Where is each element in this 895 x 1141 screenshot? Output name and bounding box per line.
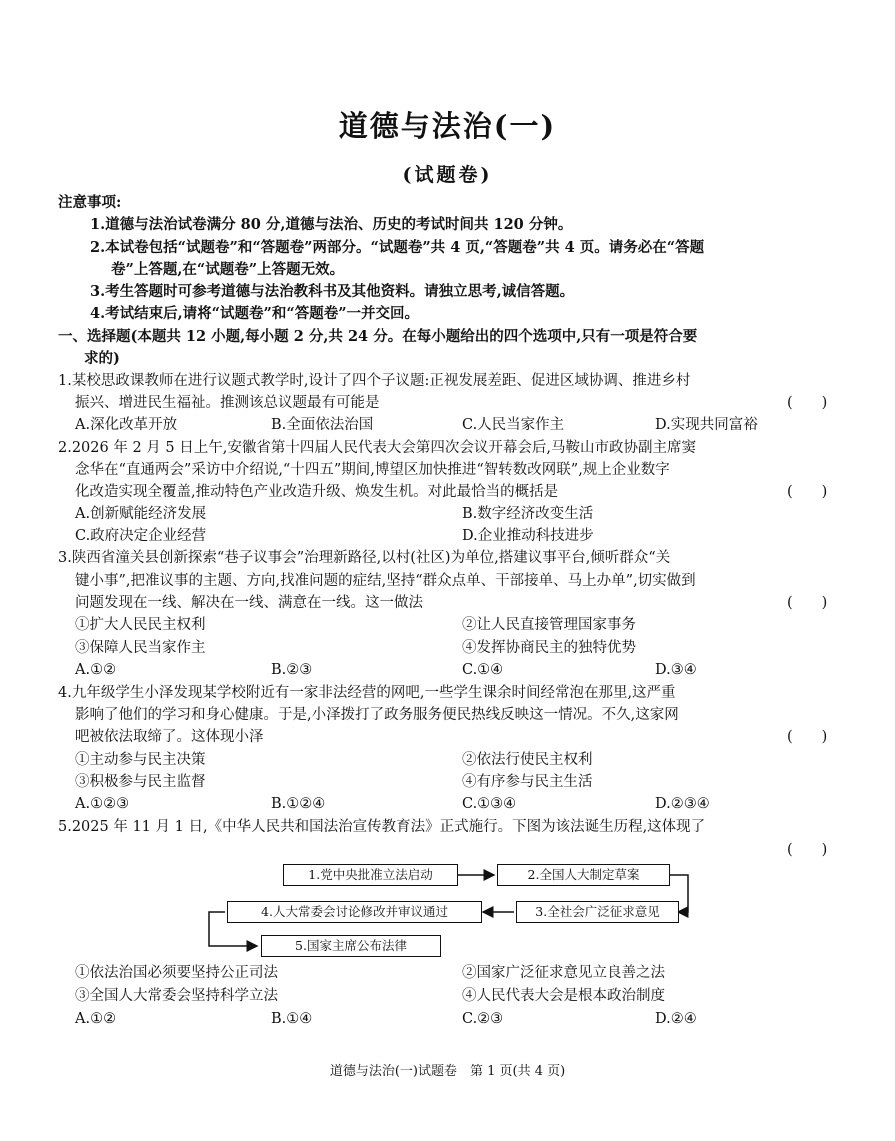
question-text: 吧被依法取缔了。这体现小泽 xyxy=(75,729,264,745)
question-text: 问题发现在一线、解决在一线、满意在一线。这一做法 xyxy=(75,595,423,611)
statement: ①依法治国必须要坚持公正司法 xyxy=(75,965,278,981)
statement: ①扩大人民民主权利 xyxy=(75,617,206,633)
question-text: 5.2025 年 11 月 1 日,《中华人民共和国法治宣传教育法》正式施行。下图为该法诞生历程,这体现了 xyxy=(58,819,706,835)
question-text: 2.2026 年 2 月 5 日上午,安徽省第十四届人民代表大会第四次会议开幕会后,马鞍山市政协副主席窦 xyxy=(58,440,696,456)
statement: ④有序参与民主生活 xyxy=(462,774,593,790)
option-c: C.①④ xyxy=(462,662,504,678)
question-text: 4.九年级学生小泽发现某学校附近有一家非法经营的网吧,一些学生课余时间经常泡在那里,这严重 xyxy=(58,685,676,701)
statement: ④人民代表大会是根本政治制度 xyxy=(462,988,665,1004)
question-text: 键小事”,把准议事的主题、方向,找准问题的症结,坚持“群众点单、干部接单、马上办单”,切实做到 xyxy=(75,573,696,589)
statement: ③积极参与民主监督 xyxy=(75,774,206,790)
flow-step-5: 5.国家主席公布法律 xyxy=(261,935,441,957)
answer-paren: ( ) xyxy=(787,595,828,611)
option-a: A.①② xyxy=(75,1011,117,1027)
option-a: A.①②③ xyxy=(75,796,130,812)
option-d: D.③④ xyxy=(655,662,697,678)
option-a: A.创新赋能经济发展 xyxy=(75,506,207,522)
answer-paren: ( ) xyxy=(787,484,828,500)
option-c: C.人民当家作主 xyxy=(462,417,565,433)
option-b: B.数字经济改变生活 xyxy=(462,506,594,522)
notice-item: 2.本试卷包括“试题卷”和“答题卷”两部分。“试题卷”共 4 页,“答题卷”共 4 页。请务必在“答题 xyxy=(90,239,705,256)
statement: ④发挥协商民主的独特优势 xyxy=(462,640,636,656)
option-b: B.全面依法治国 xyxy=(271,417,374,433)
statement: ②让人民直接管理国家事务 xyxy=(462,617,636,633)
flow-step-2: 2.全国人大制定草案 xyxy=(497,864,670,886)
option-d: D.②④ xyxy=(655,1011,697,1027)
flow-step-3: 3.全社会广泛征求意见 xyxy=(516,901,679,923)
question-text: 影响了他们的学习和身心健康。于是,小泽拨打了政务服务便民热线反映这一情况。不久,这家网 xyxy=(75,707,679,723)
answer-paren: ( ) xyxy=(787,729,828,745)
answer-paren: ( ) xyxy=(787,395,828,411)
statement: ①主动参与民主决策 xyxy=(75,752,206,768)
question-text: 振兴、增进民生福祉。推测该总议题最有可能是 xyxy=(75,395,380,411)
option-b: B.②③ xyxy=(271,662,313,678)
statement: ②依法行使民主权利 xyxy=(462,752,593,768)
option-b: B.①④ xyxy=(271,1011,313,1027)
notice-item: 4.考试结束后,请将“试题卷”和“答题卷”一并交回。 xyxy=(90,305,420,322)
option-b: B.①②④ xyxy=(271,796,326,812)
page-footer: 道德与法治(一)试题卷 第 1 页(共 4 页) xyxy=(329,1064,566,1079)
flow-step-1: 1.党中央批准立法启动 xyxy=(283,864,458,886)
option-d: D.企业推动科技进步 xyxy=(462,528,594,544)
option-c: C.①③④ xyxy=(462,796,517,812)
flow-step-4: 4.人大常委会讨论修改并审议通过 xyxy=(227,901,482,923)
option-c: C.②③ xyxy=(462,1011,504,1027)
page-subtitle: (试题卷) xyxy=(402,164,493,186)
answer-paren: ( ) xyxy=(787,842,828,858)
notice-item: 卷”上答题,在“试题卷”上答题无效。 xyxy=(111,261,345,278)
option-a: A.深化改革开放 xyxy=(75,417,178,433)
statement: ③全国人大常委会坚持科学立法 xyxy=(75,988,278,1004)
question-text: 3.陕西省潼关县创新探索“巷子议事会”治理新路径,以村(社区)为单位,搭建议事平台,倾听群众“关 xyxy=(58,550,671,566)
question-text: 化改造实现全覆盖,推动特色产业改造升级、焕发生机。对此最恰当的概括是 xyxy=(75,484,559,500)
option-a: A.①② xyxy=(75,662,117,678)
section-heading: 一、选择题(本题共 12 小题,每小题 2 分,共 24 分。在每小题给出的四个选项中,只有一项是符合要 xyxy=(58,328,698,345)
section-heading: 求的) xyxy=(84,350,120,367)
option-d: D.实现共同富裕 xyxy=(655,417,758,433)
page-title: 道德与法治(一) xyxy=(338,109,557,143)
question-text: 1.某校思政课教师在进行议题式教学时,设计了四个子议题:正视发展差距、促进区域协调、推进乡村 xyxy=(58,373,691,389)
question-text: 念华在“直通两会”采访中介绍说,“十四五”期间,博望区加快推进“智转数改网联”,规上企业数字 xyxy=(75,462,670,478)
statement: ③保障人民当家作主 xyxy=(75,640,206,656)
option-c: C.政府决定企业经营 xyxy=(75,528,207,544)
statement: ②国家广泛征求意见立良善之法 xyxy=(462,965,665,981)
notice-heading: 注意事项: xyxy=(58,194,122,211)
option-d: D.②③④ xyxy=(655,796,710,812)
notice-item: 1.道德与法治试卷满分 80 分,道德与法治、历史的考试时间共 120 分钟。 xyxy=(90,216,573,233)
notice-item: 3.考生答题时可参考道德与法治教科书及其他资料。请独立思考,诚信答题。 xyxy=(90,283,575,300)
